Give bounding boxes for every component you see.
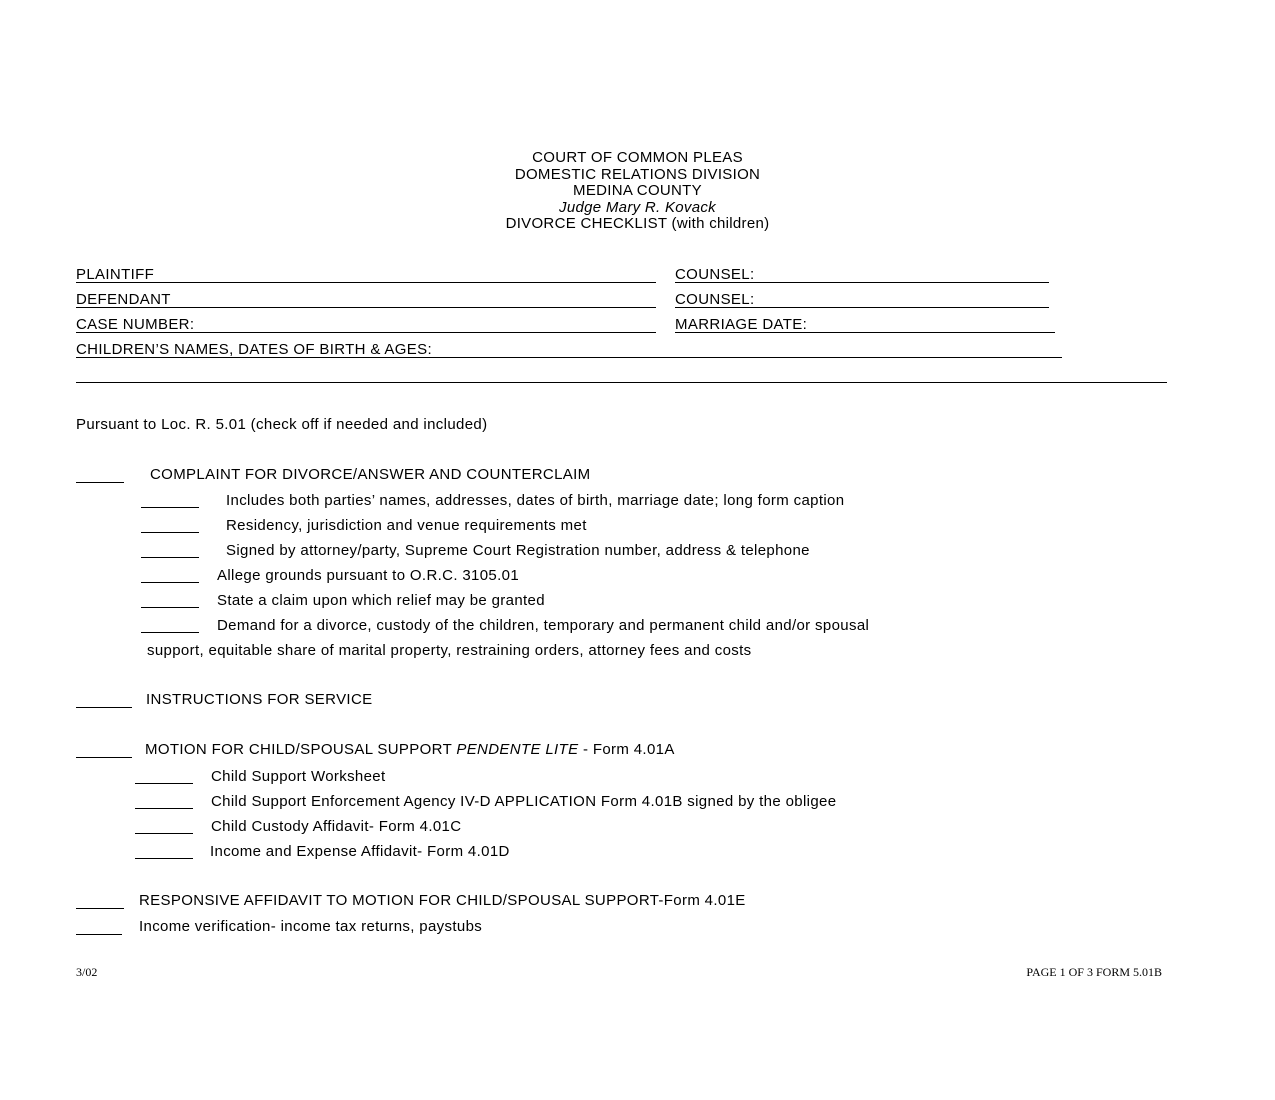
complaint-item-blank[interactable] xyxy=(141,582,199,583)
children-line-2[interactable] xyxy=(76,382,1167,383)
service-title: INSTRUCTIONS FOR SERVICE xyxy=(146,691,373,708)
complaint-item-blank[interactable] xyxy=(141,507,199,508)
case-number-label: CASE NUMBER: xyxy=(76,316,195,333)
footer-page: PAGE 1 OF 3 FORM 5.01B xyxy=(1026,965,1162,979)
motion-title-italic: PENDENTE LITE xyxy=(456,741,579,758)
service-check-blank[interactable] xyxy=(76,707,132,708)
complaint-title: COMPLAINT FOR DIVORCE/ANSWER AND COUNTERCLAIM xyxy=(150,466,591,483)
motion-item-blank[interactable] xyxy=(135,808,193,809)
responsive-title: RESPONSIVE AFFIDAVIT TO MOTION FOR CHILD/SPOUSAL SUPPORT-Form 4.01E xyxy=(139,892,746,909)
motion-item: Income and Expense Affidavit- Form 4.01D xyxy=(210,843,510,860)
complaint-item-blank[interactable] xyxy=(141,632,199,633)
motion-item: Child Support Worksheet xyxy=(211,768,386,785)
complaint-item: Residency, jurisdiction and venue requirements met xyxy=(226,517,587,534)
motion-title-suffix: - Form 4.01A xyxy=(582,741,675,758)
children-line[interactable] xyxy=(76,357,1062,358)
counsel1-label: COUNSEL: xyxy=(675,266,755,283)
county-name: MEDINA COUNTY xyxy=(573,182,702,199)
complaint-item: Signed by attorney/party, Supreme Court Registration number, address & telephone xyxy=(226,542,810,559)
responsive-check-blank[interactable] xyxy=(76,908,124,909)
motion-item: Child Custody Affidavit- Form 4.01C xyxy=(211,818,462,835)
intro-text: Pursuant to Loc. R. 5.01 (check off if needed and included) xyxy=(76,416,488,433)
complaint-item: Allege grounds pursuant to O.R.C. 3105.01 xyxy=(217,567,520,584)
motion-item-blank[interactable] xyxy=(135,783,193,784)
complaint-item-blank[interactable] xyxy=(141,532,199,533)
complaint-item-blank[interactable] xyxy=(141,557,199,558)
footer-date: 3/02 xyxy=(76,965,98,979)
case-number-line[interactable] xyxy=(76,332,656,333)
complaint-item: Demand for a divorce, custody of the children, temporary and permanent child and/or spousal xyxy=(217,617,870,634)
counsel1-line[interactable] xyxy=(675,282,1049,283)
motion-item-blank[interactable] xyxy=(135,858,193,859)
motion-title-main: MOTION FOR CHILD/SPOUSAL SUPPORT xyxy=(145,741,452,758)
plaintiff-label: PLAINTIFF xyxy=(76,266,155,283)
complaint-item-continuation: support, equitable share of marital property, restraining orders, attorney fees and costs xyxy=(147,642,752,659)
judge-name: Judge Mary R. Kovack xyxy=(559,199,716,216)
motion-item: Child Support Enforcement Agency IV-D APPLICATION Form 4.01B signed by the obligee xyxy=(211,793,837,810)
defendant-line[interactable] xyxy=(76,307,656,308)
income-verification: Income verification- income tax returns, paystubs xyxy=(139,918,483,935)
motion-title xyxy=(145,741,675,758)
counsel2-line[interactable] xyxy=(675,307,1049,308)
division-name: DOMESTIC RELATIONS DIVISION xyxy=(514,166,761,183)
marriage-date-label: MARRIAGE DATE: xyxy=(675,316,808,333)
complaint-item-blank[interactable] xyxy=(141,607,199,608)
counsel2-label: COUNSEL: xyxy=(675,291,755,308)
form-title: DIVORCE CHECKLIST (with children) xyxy=(505,215,770,232)
motion-item-blank[interactable] xyxy=(135,833,193,834)
marriage-date-line[interactable] xyxy=(675,332,1055,333)
court-name: COURT OF COMMON PLEAS xyxy=(532,149,743,166)
complaint-item: Includes both parties’ names, addresses, dates of birth, marriage date; long form caption xyxy=(226,492,845,509)
defendant-label: DEFENDANT xyxy=(76,291,171,308)
motion-check-blank[interactable] xyxy=(76,757,132,758)
income-check-blank[interactable] xyxy=(76,934,122,935)
complaint-item: State a claim upon which relief may be granted xyxy=(217,592,545,609)
children-label: CHILDREN’S NAMES, DATES OF BIRTH & AGES: xyxy=(76,341,433,358)
complaint-check-blank[interactable] xyxy=(76,482,124,483)
plaintiff-line[interactable] xyxy=(76,282,656,283)
